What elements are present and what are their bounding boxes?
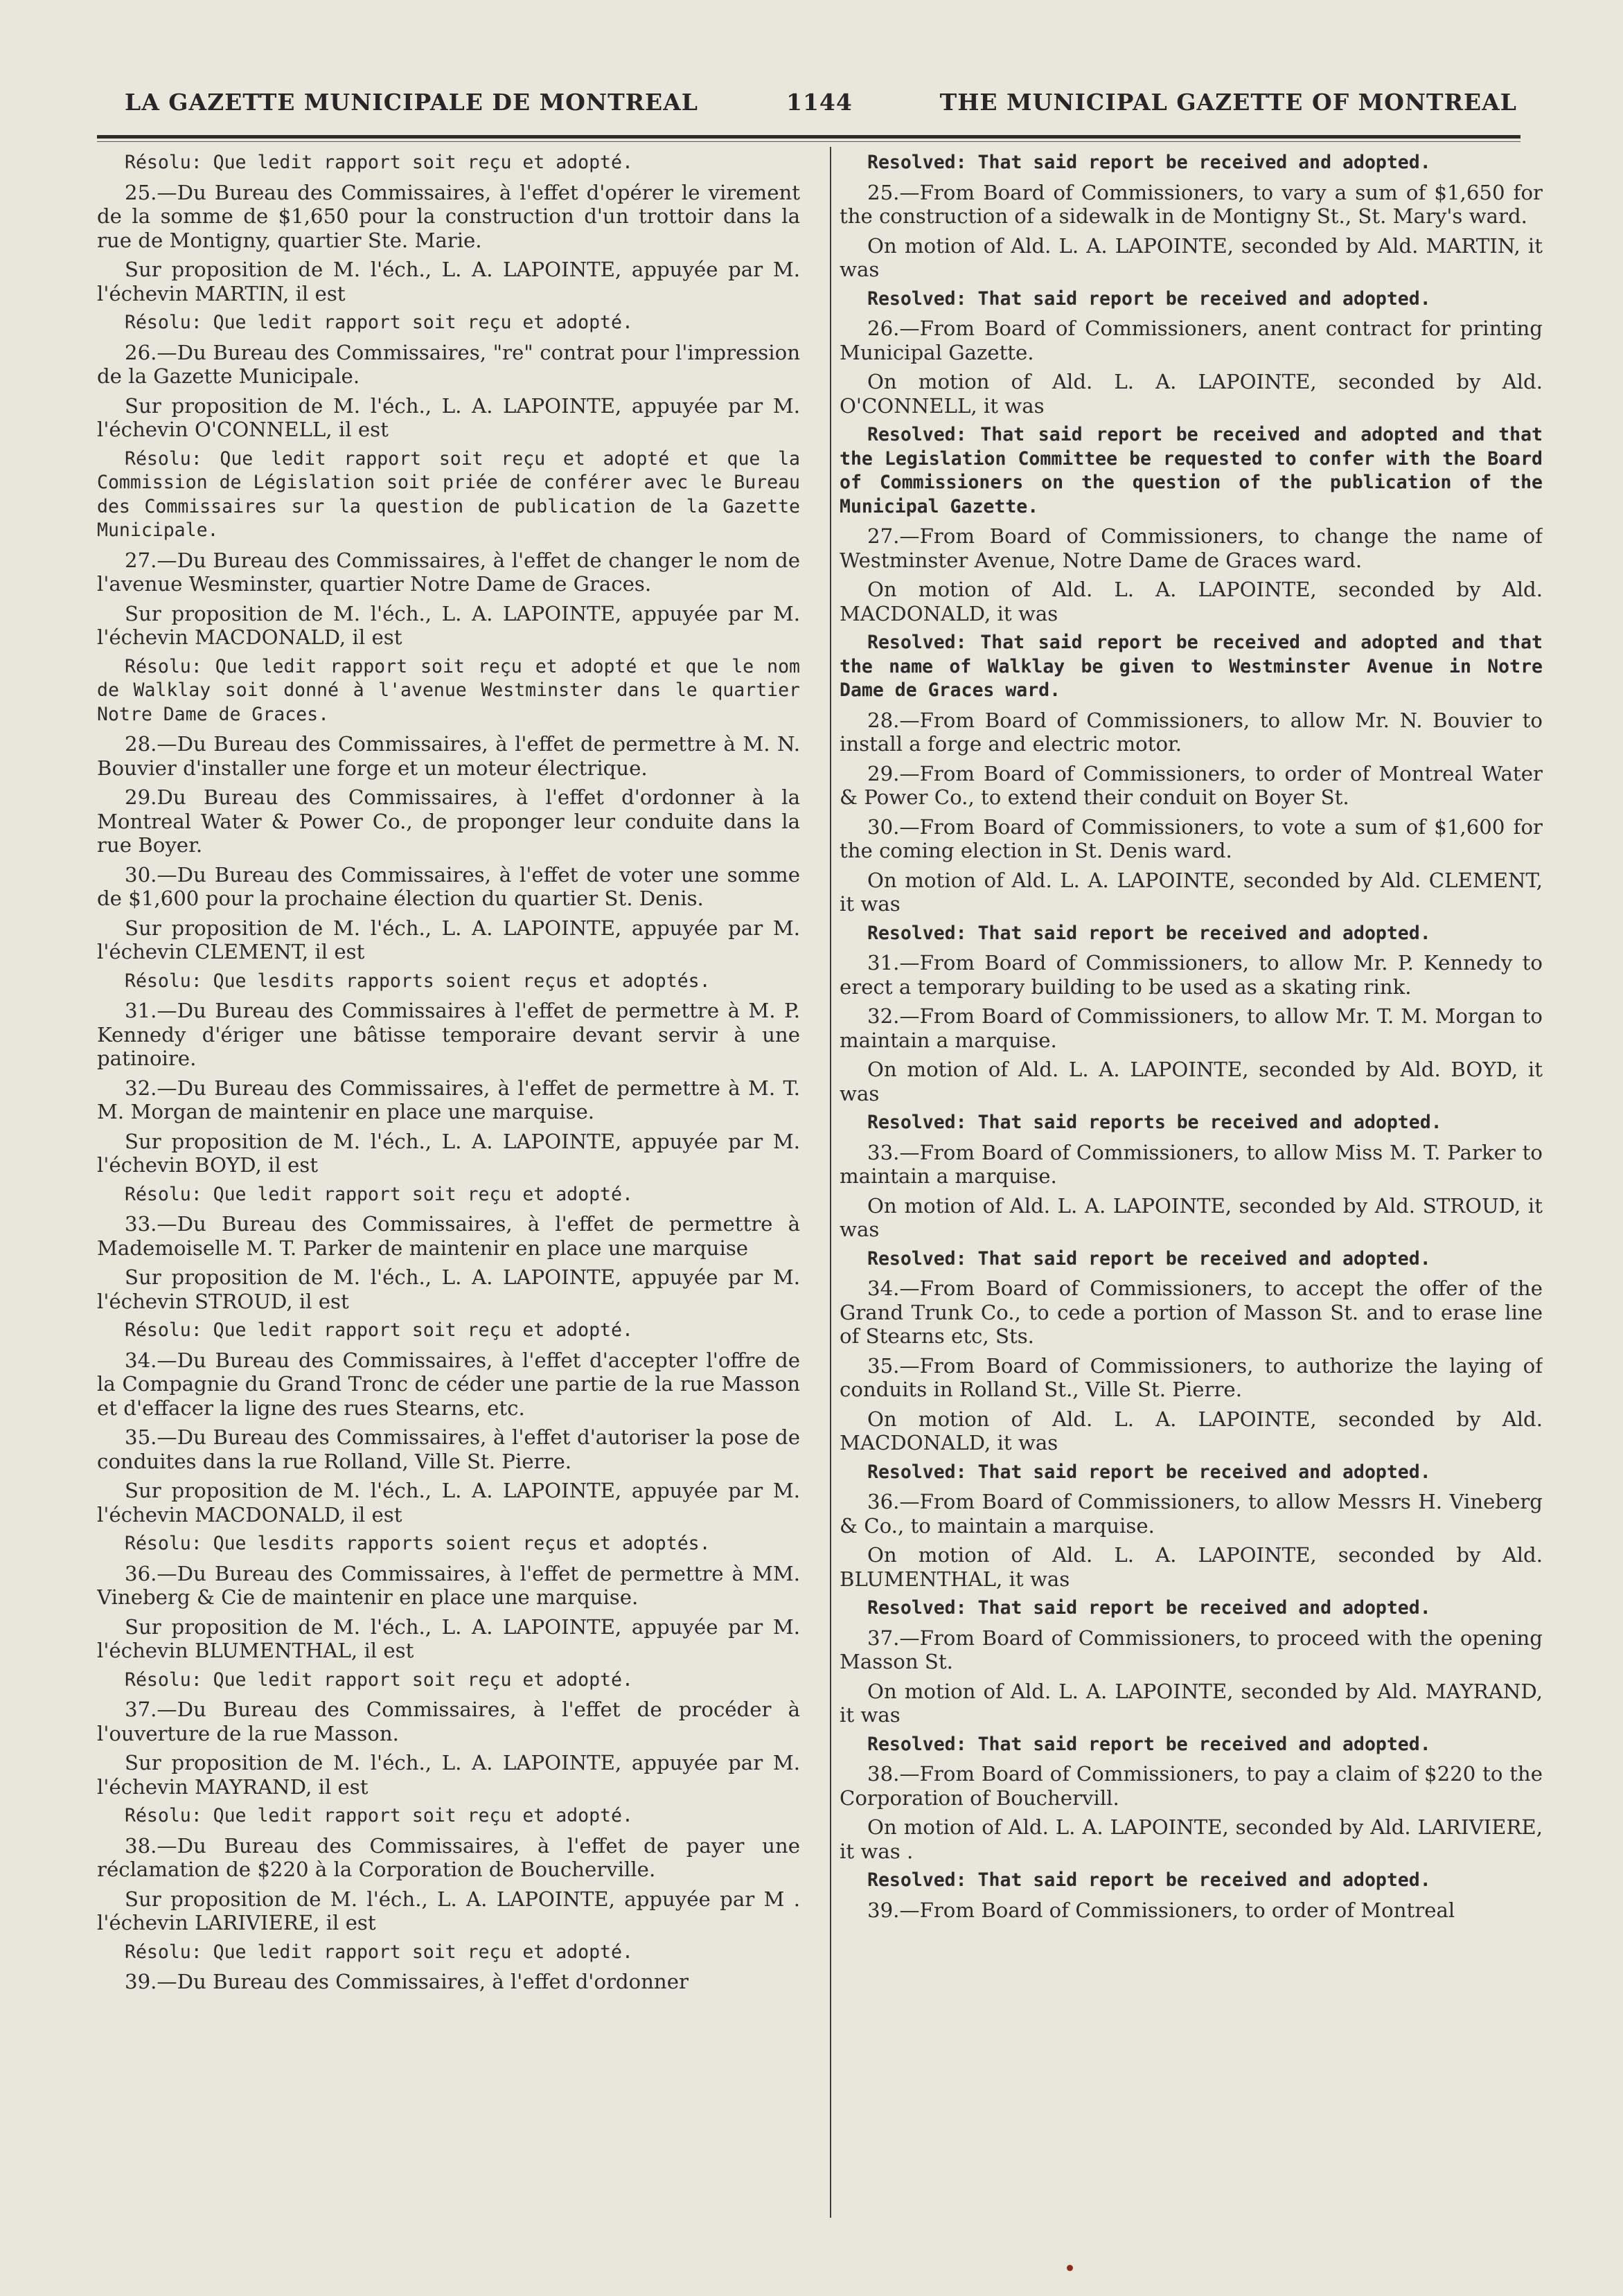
paragraph: On motion of Ald. L. A. LAPOINTE, seconded by Ald. O'CONNELL, it was: [840, 370, 1543, 418]
paragraph: On motion of Ald. L. A. LAPOINTE, seconded by Ald. STROUD, it was: [840, 1193, 1543, 1241]
paragraph: Résolu: Que ledit rapport soit reçu et adopté et que la Commission de Législation soit priée de conférer avec le Bureau des Commissaires sur la question de publication de la Gazette Municipale.: [97, 447, 800, 541]
paragraph: 34.—From Board of Commissioners, to accept the offer of the Grand Trunk Co., to cede a portion of Masson St. and to erase line of Stearns etc, Sts.: [840, 1276, 1543, 1348]
paragraph: 39.—Du Bureau des Commissaires, à l'effet d'ordonner: [125, 1970, 689, 1993]
paragraph: 34.—Du Bureau des Commissaires, à l'effet d'accepter l'offre de la Compagnie du Grand Tronc de céder une partie de la rue Masson et d'effacer la ligne des rues Stearns, etc.: [97, 1348, 800, 1420]
paragraph: 37.—From Board of Commissioners, to proceed with the opening Masson St.: [840, 1626, 1543, 1673]
paragraph: On motion of Ald. L. A. LAPOINTE, seconded by Ald. MARTIN, it was: [840, 233, 1543, 281]
page-number: 1144: [786, 89, 853, 116]
paragraph: Resolved: That said report be received and adopted.: [867, 152, 1431, 173]
paragraph: 38.—From Board of Commissioners, to pay a claim of $220 to the Corporation of Bouchervill.: [840, 1762, 1543, 1810]
paragraph: Resolved: That said report be received and adopted.: [867, 922, 1431, 944]
header-french-title: LA GAZETTE MUNICIPALE DE MONTREAL: [125, 89, 699, 116]
header-rule-thin: [97, 141, 1520, 142]
paragraph: Résolu: Que ledit rapport soit reçu et adopté.: [125, 1183, 633, 1205]
paragraph: Résolu: Que ledit rapport soit reçu et adopté.: [125, 1319, 633, 1341]
paragraph: Resolved: That said report be received and adopted and that the Legislation Committee be requested to confer with the Board of Commissioners on the question of the publication of the Municipal Gazette.: [840, 424, 1543, 517]
paragraph: Sur proposition de M. l'éch., L. A. LAPOINTE, appuyée par M. l'échevin O'CONNELL, il est: [97, 393, 800, 441]
paragraph: 33.—From Board of Commissioners, to allow Miss M. T. Parker to maintain a marquise.: [840, 1140, 1543, 1188]
paragraph: On motion of Ald. L. A. LAPOINTE, seconded by Ald. BOYD, it was: [840, 1058, 1543, 1105]
paragraph: On motion of Ald. L. A. LAPOINTE, seconded by Ald. LARIVIERE, it was .: [840, 1815, 1543, 1863]
paragraph: 27.—From Board of Commissioners, to change the name of Westminster Avenue, Notre Dame de Graces ward.: [840, 524, 1543, 572]
paragraph: 35.—Du Bureau des Commissaires, à l'effet d'autoriser la pose de conduites dans la rue Rolland, Ville St. Pierre.: [97, 1425, 800, 1473]
paragraph: Résolu: Que ledit rapport soit reçu et adopté et que le nom de Walklay soit donné à l'avenue Westminster dans le quartier Notre Dame de Graces.: [97, 655, 800, 725]
paragraph: 28.—Du Bureau des Commissaires, à l'effet de permettre à M. N. Bouvier d'installer une forge et un moteur électrique.: [97, 732, 800, 780]
paragraph: 25.—From Board of Commissioners, to vary a sum of $1,650 for the construction of a sidewalk in de Montigny St., St. Mary's ward.: [840, 180, 1543, 228]
paragraph: Sur proposition de M. l'éch., L. A. LAPOINTE, appuyée par M. l'échevin MACDONALD, il est: [97, 1479, 800, 1527]
paragraph: Résolu: Que ledit rapport soit reçu et adopté.: [125, 1668, 633, 1691]
paragraph: 33.—Du Bureau des Commissaires, à l'effet de permettre à Mademoiselle M. T. Parker de maintenir en place une marquise: [97, 1212, 800, 1260]
paragraph: Resolved: That said report be received and adopted.: [867, 1247, 1431, 1270]
paragraph: 36.—From Board of Commissioners, to allow Messrs H. Vineberg & Co., to maintain a marquise.: [840, 1490, 1543, 1538]
paragraph: 37.—Du Bureau des Commissaires, à l'effet de procéder à l'ouverture de la rue Masson.: [97, 1698, 800, 1745]
paragraph: 32.—From Board of Commissioners, to allow Mr. T. M. Morgan to maintain a marquise.: [840, 1004, 1543, 1052]
column-divider: [830, 147, 831, 2218]
paragraph: Resolved: That said report be received and adopted.: [867, 1869, 1431, 1891]
paragraph: 35.—From Board of Commissioners, to authorize the laying of conduits in Rolland St., Ville St. Pierre.: [840, 1353, 1543, 1401]
paragraph: Résolu: Que lesdits rapports soient reçus et adoptés.: [125, 1533, 711, 1554]
paragraph: Sur proposition de M. l'éch., L. A. LAPOINTE, appuyée par M. l'échevin STROUD, il est: [97, 1265, 800, 1313]
paragraph: 29.Du Bureau des Commissaires, à l'effet d'ordonner à la Montreal Water & Power Co., de proponger leur conduite dans la rue Boyer.: [97, 785, 800, 857]
paragraph: 36.—Du Bureau des Commissaires, à l'effet de permettre à MM. Vineberg & Cie de maintenir en place une marquise.: [97, 1561, 800, 1609]
paragraph: On motion of Ald. L. A. LAPOINTE, seconded by Ald. CLEMENT, it was: [840, 868, 1543, 916]
english-column: [840, 151, 1543, 2215]
paragraph: 31.—From Board of Commissioners, to allow Mr. P. Kennedy to erect a temporary building to be used as a skating rink.: [840, 951, 1543, 999]
paragraph: On motion of Ald. L. A. LAPOINTE, seconded by Ald. BLUMENTHAL, it was: [840, 1543, 1543, 1591]
ink-dot-mark: [1067, 2265, 1073, 2271]
paragraph: Résolu: Que ledit rapport soit reçu et adopté.: [125, 1805, 633, 1826]
paragraph: Résolu: Que lesdits rapports soient reçus et adoptés.: [125, 970, 711, 992]
paragraph: 25.—Du Bureau des Commissaires, à l'effet d'opérer le virement de la somme de $1,650 pour la construction d'un trottoir dans la rue de Montigny, quartier Ste. Marie.: [97, 180, 800, 252]
paragraph: Sur proposition de M. l'éch., L. A. LAPOINTE, appuyée par M. l'échevin CLEMENT, il est: [97, 916, 800, 963]
paragraph: Sur proposition de M. l'éch., L. A. LAPOINTE, appuyée par M. l'échevin MAYRAND, il est: [97, 1751, 800, 1799]
paragraph: Resolved: That said report be received and adopted.: [867, 1597, 1431, 1619]
paragraph: Resolved: That said report be received and adopted and that the name of Walklay be given to Westminster Avenue in Notre Dame de Graces ward.: [840, 632, 1543, 701]
paragraph: 28.—From Board of Commissioners, to allow Mr. N. Bouvier to install a forge and electric motor.: [840, 708, 1543, 756]
paragraph: Sur proposition de M. l'éch., L. A. LAPOINTE, appuyée par M. l'échevin BLUMENTHAL, il est: [97, 1614, 800, 1662]
paragraph: 39.—From Board of Commissioners, to order of Montreal: [867, 1898, 1455, 1922]
paragraph: Resolved: That said report be received and adopted.: [867, 1733, 1431, 1755]
paragraph: Sur proposition de M. l'éch., L. A. LAPOINTE, appuyée par M. l'échevin MARTIN, il est: [97, 258, 800, 305]
paragraph: 38.—Du Bureau des Commissaires, à l'effet de payer une réclamation de $220 à la Corporation de Boucherville.: [97, 1833, 800, 1881]
header-english-title: THE MUNICIPAL GAZETTE OF MONTREAL: [939, 89, 1517, 116]
french-column: [97, 151, 800, 2215]
paragraph: On motion of Ald. L. A. LAPOINTE, seconded by Ald. MACDONALD, it was: [840, 1407, 1543, 1454]
paragraph: Résolu: Que ledit rapport soit reçu et adopté.: [125, 1941, 633, 1963]
paragraph: Resolved: That said reports be received and adopted.: [867, 1112, 1442, 1133]
paragraph: Resolved: That said report be received and adopted.: [867, 287, 1431, 310]
paragraph: On motion of Ald. L. A. LAPOINTE, seconded by Ald. MACDONALD, it was: [840, 578, 1543, 625]
page-header: [125, 89, 1517, 123]
paragraph: On motion of Ald. L. A. LAPOINTE, seconded by Ald. MAYRAND, it was: [840, 1679, 1543, 1727]
paragraph: 26.—From Board of Commissioners, anent contract for printing Municipal Gazette.: [840, 317, 1543, 364]
paragraph: 29.—From Board of Commissioners, to order of Montreal Water & Power Co., to extend their conduit on Boyer St.: [840, 761, 1543, 809]
paragraph: Résolu: Que ledit rapport soit reçu et adopté.: [125, 152, 633, 173]
paragraph: Sur proposition de M. l'éch., L. A. LAPOINTE, appuyée par M. l'échevin MACDONALD, il est: [97, 601, 800, 649]
paragraph: 31.—Du Bureau des Commissaires à l'effet de permettre à M. P. Kennedy d'ériger une bâtisse temporaire devant servir à une patinoire.: [97, 999, 800, 1070]
paragraph: 30.—Du Bureau des Commissaires, à l'effet de voter une somme de $1,600 pour la prochaine élection du quartier St. Denis.: [97, 862, 800, 910]
paragraph: 30.—From Board of Commissioners, to vote a sum of $1,600 for the coming election in St. Denis ward.: [840, 815, 1543, 862]
header-rule: [97, 135, 1520, 139]
paragraph: 32.—Du Bureau des Commissaires, à l'effet de permettre à M. T. M. Morgan de maintenir en place une marquise.: [97, 1076, 800, 1123]
paragraph: Sur proposition de M. l'éch., L. A. LAPOINTE, appuyée par M. l'échevin BOYD, il est: [97, 1129, 800, 1177]
paragraph: Resolved: That said report be received and adopted.: [867, 1461, 1431, 1483]
paragraph: Sur proposition de M. l'éch., L. A. LAPOINTE, appuyée par M . l'échevin LARIVIERE, il est: [97, 1887, 800, 1934]
paragraph: Résolu: Que ledit rapport soit reçu et adopté.: [125, 312, 633, 333]
paragraph: 27.—Du Bureau des Commissaires, à l'effet de changer le nom de l'avenue Wesminster, quartier Notre Dame de Graces.: [97, 548, 800, 596]
paragraph: 26.—Du Bureau des Commissaires, "re" contrat pour l'impression de la Gazette Municipale.: [97, 340, 800, 388]
